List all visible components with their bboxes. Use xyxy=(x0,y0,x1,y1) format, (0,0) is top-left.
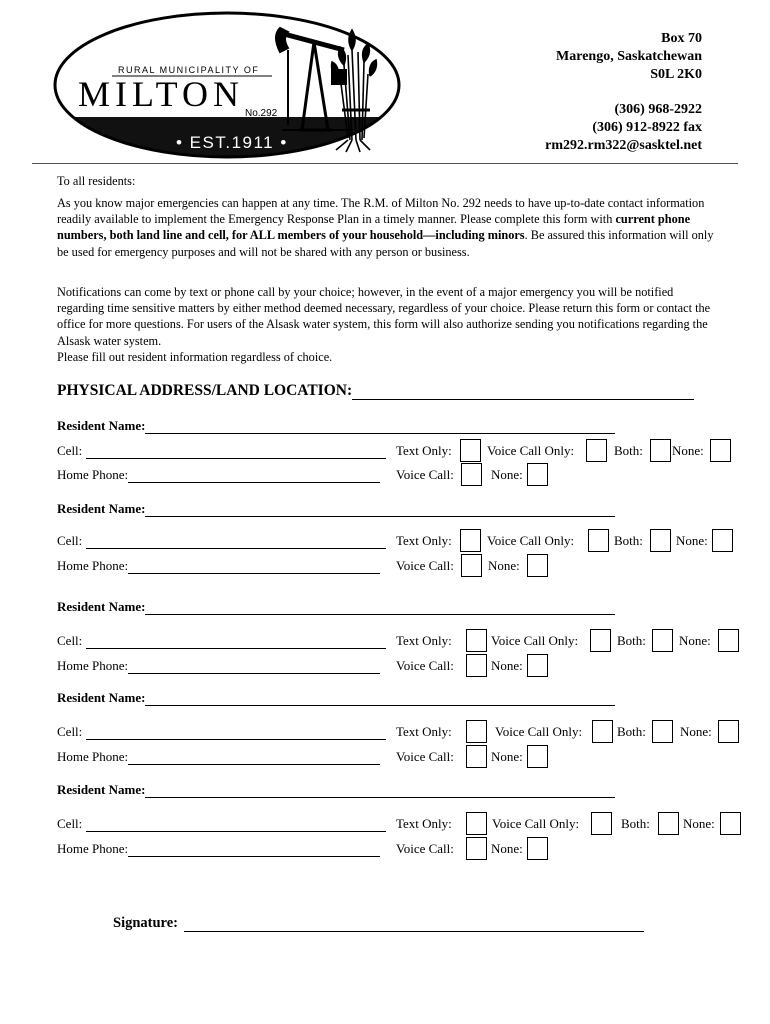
resident-5-home-voice-call-checkbox[interactable] xyxy=(466,837,487,860)
resident-2-cell-both-checkbox[interactable] xyxy=(650,529,671,552)
phone-number: (306) 968-2922 xyxy=(614,102,702,117)
cell-label: Cell: xyxy=(57,816,83,831)
resident-5-cell-voice-call-only-checkbox[interactable] xyxy=(591,812,612,835)
resident-2-home-voice-call-checkbox[interactable] xyxy=(461,554,482,577)
resident-3-cell-none-checkbox[interactable] xyxy=(718,629,739,652)
resident-name-label: Resident Name: xyxy=(57,501,146,516)
resident-4-cell-both-checkbox[interactable] xyxy=(652,720,673,743)
resident-1-cell-field xyxy=(57,443,386,459)
resident-4-cell-text-only-checkbox[interactable] xyxy=(466,720,487,743)
physical-address-line[interactable] xyxy=(352,385,694,400)
voice-call-only-label: Voice Call Only: xyxy=(491,633,579,648)
resident-5-home-phone-line[interactable] xyxy=(128,844,380,857)
intro-emphasis: current phone numbers, both land line and cell, for ALL members of your household—including minors xyxy=(57,212,691,243)
resident-4-cell-voice-call-only-checkbox[interactable] xyxy=(592,720,613,743)
address-line-1: Box 70 xyxy=(661,31,702,46)
resident-2-cell-field xyxy=(57,533,386,549)
header-divider xyxy=(32,163,738,164)
resident-2-cell-none-checkbox[interactable] xyxy=(712,529,733,552)
both-label: Both: xyxy=(617,633,646,648)
cell-label: Cell: xyxy=(57,724,83,739)
email-address: rm292.rm322@sasktel.net xyxy=(545,138,702,153)
voice-call-only-label: Voice Call Only: xyxy=(487,443,575,458)
resident-name-label: Resident Name: xyxy=(57,418,146,433)
voice-call-label: Voice Call: xyxy=(396,841,454,856)
resident-1-name-line[interactable] xyxy=(145,421,615,434)
voice-call-label: Voice Call: xyxy=(396,467,454,482)
voice-call-label: Voice Call: xyxy=(396,749,454,764)
none-label: None: xyxy=(680,724,712,739)
resident-3-cell-both-checkbox[interactable] xyxy=(652,629,673,652)
voice-call-only-label: Voice Call Only: xyxy=(487,533,575,548)
resident-3-home-phone-field xyxy=(57,658,380,674)
resident-2-home-phone-line[interactable] xyxy=(128,561,380,574)
greeting: To all residents: xyxy=(57,174,136,188)
home-phone-label: Home Phone: xyxy=(57,841,129,856)
voice-call-only-label: Voice Call Only: xyxy=(495,724,583,739)
resident-name-label: Resident Name: xyxy=(57,690,146,705)
none-label: None: xyxy=(679,633,711,648)
resident-3-cell-field xyxy=(57,633,386,649)
none-label: None: xyxy=(491,841,523,856)
resident-4-home-phone-line[interactable] xyxy=(128,752,380,765)
text-only-label: Text Only: xyxy=(396,533,452,548)
resident-3-name-field xyxy=(57,599,615,615)
both-label: Both: xyxy=(621,816,650,831)
resident-4-cell-field xyxy=(57,724,386,740)
none-label: None: xyxy=(491,749,523,764)
logo-number-text: No.292 xyxy=(245,108,278,119)
resident-4-home-phone-field xyxy=(57,749,380,765)
resident-5-name-line[interactable] xyxy=(145,785,615,798)
text-only-label: Text Only: xyxy=(396,816,452,831)
text-only-label: Text Only: xyxy=(396,633,452,648)
resident-2-name-field xyxy=(57,501,615,517)
both-label: Both: xyxy=(614,443,643,458)
resident-4-home-voice-call-checkbox[interactable] xyxy=(466,745,487,768)
resident-5-cell-both-checkbox[interactable] xyxy=(658,812,679,835)
resident-5-cell-line[interactable] xyxy=(86,819,386,832)
none-label: None: xyxy=(676,533,708,548)
resident-2-cell-text-only-checkbox[interactable] xyxy=(460,529,481,552)
home-phone-label: Home Phone: xyxy=(57,558,129,573)
resident-1-cell-text-only-checkbox[interactable] xyxy=(460,439,481,462)
fax-number: (306) 912-8922 fax xyxy=(592,120,702,135)
signature-line[interactable] xyxy=(184,918,644,932)
resident-3-home-phone-line[interactable] xyxy=(128,661,380,674)
none-label: None: xyxy=(491,658,523,673)
resident-5-cell-none-checkbox[interactable] xyxy=(720,812,741,835)
both-label: Both: xyxy=(617,724,646,739)
intro-paragraph-2: Notifications can come by text or phone call by your choice; however, in the event of a major emergency you will be notified regarding time sensitive matters by either method deemed necessary, regardless of your choice. Please return this form or contact the office for more questions. For users of the Alsask water system, this form will also authorize sending you notifications regarding the Alsask water system. xyxy=(57,285,711,348)
voice-call-label: Voice Call: xyxy=(396,658,454,673)
text-only-label: Text Only: xyxy=(396,724,452,739)
resident-1-cell-voice-call-only-checkbox[interactable] xyxy=(586,439,607,462)
resident-4-name-field xyxy=(57,690,615,706)
resident-1-cell-both-checkbox[interactable] xyxy=(650,439,671,462)
resident-1-home-phone-field xyxy=(57,467,380,483)
intro-paragraph-3: Please fill out resident information regardless of choice. xyxy=(57,350,333,364)
none-label: None: xyxy=(488,558,520,573)
resident-2-home-none-checkbox[interactable] xyxy=(527,554,548,577)
resident-3-cell-text-only-checkbox[interactable] xyxy=(466,629,487,652)
home-phone-label: Home Phone: xyxy=(57,658,129,673)
resident-4-cell-line[interactable] xyxy=(86,727,386,740)
resident-5-cell-text-only-checkbox[interactable] xyxy=(466,812,487,835)
resident-2-name-line[interactable] xyxy=(145,504,615,517)
resident-5-name-field xyxy=(57,782,615,798)
resident-1-cell-line[interactable] xyxy=(86,446,386,459)
resident-3-cell-line[interactable] xyxy=(86,636,386,649)
resident-5-home-none-checkbox[interactable] xyxy=(527,837,548,860)
resident-1-home-phone-line[interactable] xyxy=(128,470,380,483)
voice-call-label: Voice Call: xyxy=(396,558,454,573)
address-line-3: S0L 2K0 xyxy=(650,67,702,82)
none-label: None: xyxy=(683,816,715,831)
resident-3-cell-voice-call-only-checkbox[interactable] xyxy=(590,629,611,652)
logo-rural-municipality-text: RURAL MUNICIPALITY OF xyxy=(118,65,260,75)
cell-label: Cell: xyxy=(57,533,83,548)
resident-name-label: Resident Name: xyxy=(57,782,146,797)
home-phone-label: Home Phone: xyxy=(57,749,129,764)
resident-2-home-phone-field xyxy=(57,558,380,574)
resident-3-home-voice-call-checkbox[interactable] xyxy=(466,654,487,677)
text-only-label: Text Only: xyxy=(396,443,452,458)
physical-address-label: PHYSICAL ADDRESS/LAND LOCATION: xyxy=(57,382,353,399)
resident-name-label: Resident Name: xyxy=(57,599,146,614)
none-label: None: xyxy=(672,443,704,458)
resident-3-name-line[interactable] xyxy=(145,602,615,615)
resident-5-home-phone-field xyxy=(57,841,380,857)
resident-5-cell-field xyxy=(57,816,386,832)
resident-4-home-none-checkbox[interactable] xyxy=(527,745,548,768)
resident-4-name-line[interactable] xyxy=(145,693,615,706)
both-label: Both: xyxy=(614,533,643,548)
signature-field xyxy=(113,915,644,932)
intro-paragraph-1: As you know major emergencies can happen at any time. The R.M. of Milton No. 292 needs to have up-to-date contact information readily available to implement the Emergency Response Plan in a timely manner. Please complete this form with current phone numbers, both land line and cell, for ALL members of your household—including minors. Be assured this information will only be used for emergency purposes and will not be shared with any person or business. xyxy=(57,196,714,259)
cell-label: Cell: xyxy=(57,443,83,458)
home-phone-label: Home Phone: xyxy=(57,467,129,482)
cell-label: Cell: xyxy=(57,633,83,648)
resident-2-cell-voice-call-only-checkbox[interactable] xyxy=(588,529,609,552)
resident-4-cell-none-checkbox[interactable] xyxy=(718,720,739,743)
logo-established-text: • EST.1911 • xyxy=(176,133,288,152)
signature-label: Signature: xyxy=(113,915,178,931)
resident-1-home-voice-call-checkbox[interactable] xyxy=(461,463,482,486)
resident-1-home-none-checkbox[interactable] xyxy=(527,463,548,486)
none-label: None: xyxy=(491,467,523,482)
resident-3-home-none-checkbox[interactable] xyxy=(527,654,548,677)
rm-milton-logo xyxy=(52,10,402,160)
voice-call-only-label: Voice Call Only: xyxy=(492,816,580,831)
address-line-2: Marengo, Saskatchewan xyxy=(556,49,702,64)
resident-1-name-field xyxy=(57,418,615,434)
logo-milton-text: MILTON xyxy=(78,74,245,114)
resident-1-cell-none-checkbox[interactable] xyxy=(710,439,731,462)
resident-2-cell-line[interactable] xyxy=(86,536,386,549)
physical-address-field xyxy=(57,382,694,400)
